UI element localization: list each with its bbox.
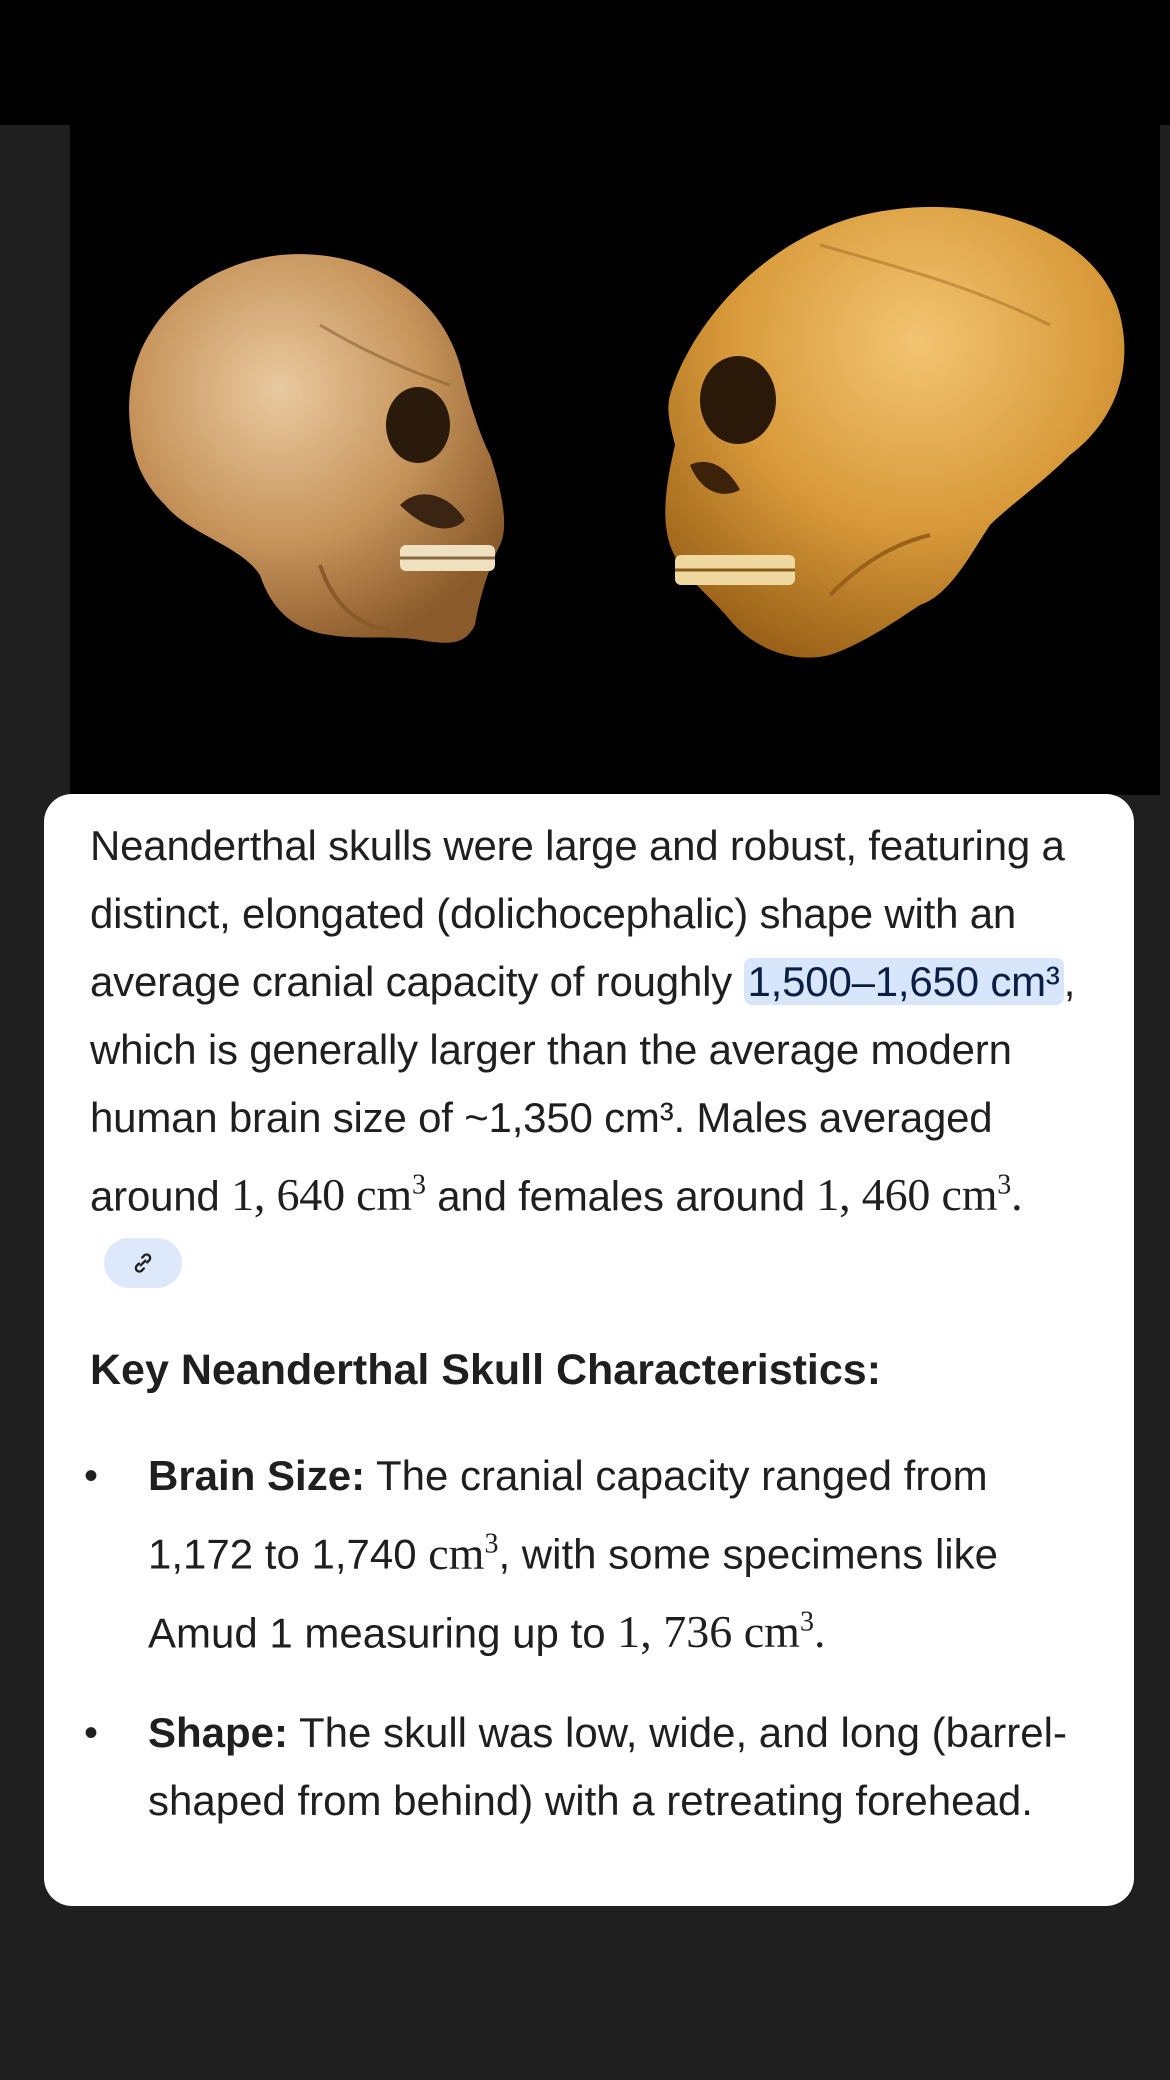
bullet: • [84,1710,99,1755]
amud-capacity-value: 1, 736 $cm^3$. [617,1605,826,1657]
section-heading: Key Neanderthal Skull Characteristics: [90,1346,882,1395]
link-icon [129,1249,157,1277]
list-item-shape [84,1699,1104,1835]
list-item-brain-size [84,1442,1104,1667]
summary-text-2: , which is generally larger than the average modern human brain size of ~1,350 cm³. Males averaged around [90,958,1076,1220]
summary-paragraph [90,812,1104,1298]
summary-text-3: and females around [425,1172,817,1220]
list-item-text: , with some specimens like Amud 1 measuring up to [148,1530,998,1656]
bullet: • [84,1454,99,1499]
skull-illustration [70,125,1160,795]
characteristics-list [84,1442,1104,1835]
neanderthal-skull [665,207,1124,658]
skull-comparison-image[interactable] [70,125,1160,795]
unit-value: $cm^3$ [428,1527,499,1579]
summary-text-1: Neanderthal skulls were large and robust, featuring a distinct, elongated (dolichocephalic) shape with an average cranial capacity of roughly [90,822,1065,1005]
cranial-capacity-highlight[interactable]: 1,500–1,650 cm³ [744,958,1064,1005]
list-item-title: Brain Size: [148,1452,366,1500]
modern-human-skull [129,254,504,643]
male-capacity-value: 1, 640 $cm^3$ [231,1169,426,1221]
list-item-text: The skull was low, wide, and long (barrel-shaped from behind) with a retreating forehead. [148,1708,1067,1824]
list-item-title: Shape: [148,1708,289,1756]
source-link-button[interactable] [104,1238,182,1288]
status-bar-area [0,0,1170,125]
female-capacity-value: 1, 460 $cm^3$. [816,1169,1023,1221]
answer-card [44,794,1134,1906]
list-item-text: The cranial capacity ranged from 1,172 to 1,740 [148,1452,988,1578]
